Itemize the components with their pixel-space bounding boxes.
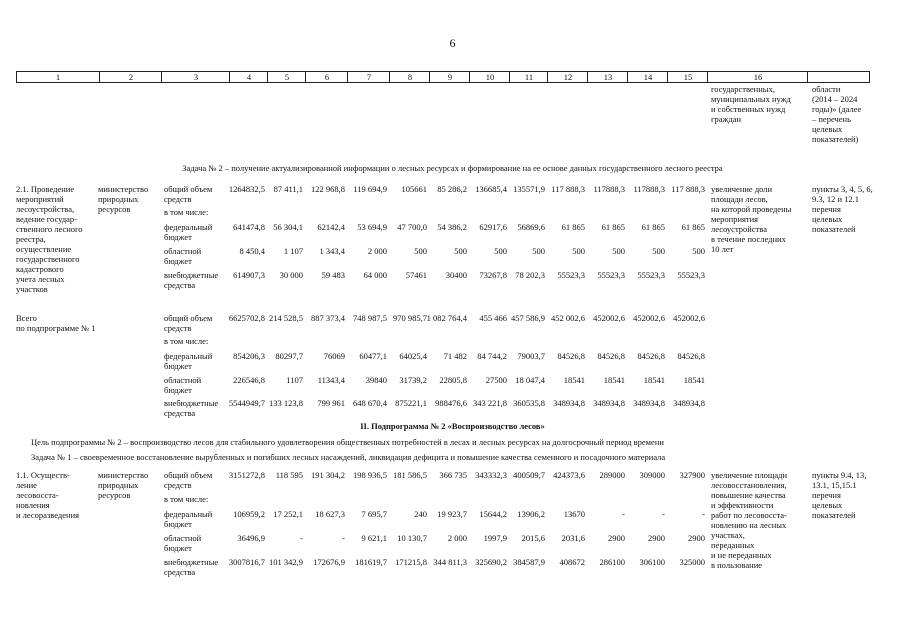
header-col-12: 12 — [547, 72, 588, 82]
funding-value: 500 — [494, 246, 507, 256]
funding-value: 2 000 — [447, 533, 467, 543]
funding-value: 500 — [572, 246, 585, 256]
funding-value: 101 342,9 — [269, 557, 303, 567]
funding-value: 73267,8 — [479, 270, 507, 280]
executor-text: министерство — [98, 184, 149, 194]
funding-value: 500 — [612, 246, 625, 256]
funding-label: общий объем — [164, 470, 213, 480]
funding-value: 343332,3 — [475, 470, 507, 480]
executor-text: природных — [98, 480, 139, 490]
funding-value: 62917,6 — [479, 222, 507, 232]
executor-text: ресурсов — [98, 490, 131, 500]
funding-value: 56 304,1 — [273, 222, 303, 232]
funding-label: средства — [164, 567, 196, 577]
funding-value: 13670 — [563, 509, 585, 519]
activity-name: участков — [16, 284, 48, 294]
funding-value: 360535,8 — [513, 398, 545, 408]
result-text: мероприятия — [711, 214, 759, 224]
funding-value: 106959,2 — [233, 509, 265, 519]
funding-value: 18541 — [563, 375, 585, 385]
continued-indicator-text: области — [812, 84, 841, 94]
result-text: и эффективности — [711, 500, 774, 510]
funding-value: 648 670,4 — [353, 398, 387, 408]
funding-value: 27500 — [485, 375, 507, 385]
funding-value: 39840 — [365, 375, 387, 385]
funding-value: 309000 — [639, 470, 665, 480]
funding-value: - — [300, 533, 303, 543]
result-text: увеличение площади — [711, 470, 788, 480]
funding-value: 1264832,5 — [228, 184, 265, 194]
funding-value: 306100 — [639, 557, 665, 567]
header-col-7: 7 — [347, 72, 390, 82]
funding-label: средств — [164, 323, 192, 333]
activity-name: учета лесных — [16, 274, 65, 284]
continued-result-text: и собственных нужд — [711, 104, 786, 114]
activity-name: кадастрового — [16, 264, 64, 274]
funding-value: 171215,8 — [395, 557, 427, 567]
funding-value: 18 627,3 — [315, 509, 345, 519]
funding-label: общий объем — [164, 184, 213, 194]
subprogram-title: II. Подпрограмма № 2 «Воспроизводство лесов» — [360, 421, 545, 431]
funding-label: средства — [164, 408, 196, 418]
funding-value: 226546,8 — [233, 375, 265, 385]
funding-value: 79003,7 — [517, 351, 545, 361]
continued-indicator-text: (2014 – 2024 — [812, 94, 858, 104]
funding-value: 325690,2 — [475, 557, 507, 567]
funding-value: 3151272,8 — [228, 470, 265, 480]
funding-value: 13906,2 — [517, 509, 545, 519]
funding-value: 87 411,1 — [273, 184, 303, 194]
funding-value: 641474,8 — [233, 222, 265, 232]
funding-value: 1 082 764,4 — [426, 313, 467, 323]
continued-indicator-text: показателей) — [812, 134, 859, 144]
funding-value: 18541 — [683, 375, 705, 385]
indicator-text: пункты 9.4, 13, — [812, 470, 867, 480]
funding-value: 62142,4 — [317, 222, 345, 232]
indicator-text: целевых — [812, 500, 843, 510]
activity-name: ведение государ- — [16, 214, 78, 224]
funding-value: 119 694,9 — [353, 184, 387, 194]
indicator-text: 9.3, 12 и 12.1 — [812, 194, 860, 204]
indicator-text: перечня — [812, 490, 841, 500]
result-text: участках, — [711, 530, 745, 540]
funding-value: 2900 — [648, 533, 665, 543]
funding-value: 8 450,4 — [239, 246, 265, 256]
activity-name: лесовосста- — [16, 490, 59, 500]
funding-value: 343 221,8 — [473, 398, 507, 408]
funding-label: бюджет — [164, 519, 192, 529]
funding-value: 30 000 — [279, 270, 303, 280]
funding-value: 84526,8 — [597, 351, 625, 361]
result-text: и не переданных — [711, 550, 772, 560]
header-col-9: 9 — [429, 72, 470, 82]
funding-value: 172676,9 — [313, 557, 345, 567]
task-title: Задача № 2 – получение актуализированной информации о лесных ресурсах и формирование на ее основе данных государственного лесного реестра — [182, 163, 723, 173]
funding-label: средств — [164, 480, 192, 490]
funding-value: 854206,3 — [233, 351, 265, 361]
funding-value: 181619,7 — [355, 557, 387, 567]
continued-indicator-text: – перечень — [812, 114, 851, 124]
funding-value: - — [702, 509, 705, 519]
funding-label: областной — [164, 375, 202, 385]
funding-value: 133 123,8 — [269, 398, 303, 408]
header-col-14: 14 — [627, 72, 668, 82]
funding-value: 348934,8 — [553, 398, 585, 408]
subprogram-goal: Цель подпрограммы № 2 – воспроизводство лесов для стабильного удовлетворения общественных потребностей в лесах и лесных ресурсах на долгосрочный период времени — [31, 437, 664, 447]
activity-name: по подпрограмме № 1 — [16, 323, 96, 333]
funding-value: 117 888,3 — [671, 184, 705, 194]
funding-value: 289000 — [599, 470, 625, 480]
funding-label: средства — [164, 280, 196, 290]
header-col-6: 6 — [305, 72, 348, 82]
funding-value: 2 000 — [367, 246, 387, 256]
result-text: новлению на лесных — [711, 520, 787, 530]
funding-value: 47 700,0 — [397, 222, 427, 232]
funding-value: 56869,6 — [517, 222, 545, 232]
funding-value: 60477,1 — [359, 351, 387, 361]
funding-label: федеральный — [164, 222, 213, 232]
funding-value: 31739,2 — [399, 375, 427, 385]
funding-value: 19 923,7 — [437, 509, 467, 519]
funding-value: 384587,9 — [513, 557, 545, 567]
result-text: лесовосстановления, — [711, 480, 787, 490]
funding-value: 6625702,8 — [228, 313, 265, 323]
result-text: увеличение доли — [711, 184, 773, 194]
funding-label: средств — [164, 194, 192, 204]
funding-value: 122 968,8 — [311, 184, 345, 194]
funding-value: 78 202,3 — [515, 270, 545, 280]
funding-value: 344 811,3 — [433, 557, 467, 567]
funding-value: 22805,8 — [439, 375, 467, 385]
funding-value: 181 586,5 — [393, 470, 427, 480]
funding-label: бюджет — [164, 543, 192, 553]
continued-indicator-text: целевых — [812, 124, 843, 134]
funding-value: 84526,8 — [557, 351, 585, 361]
funding-value: 748 987,5 — [353, 313, 387, 323]
funding-value: 424373,6 — [553, 470, 585, 480]
funding-value: 30400 — [445, 270, 467, 280]
funding-value: 84 744,2 — [477, 351, 507, 361]
funding-value: 366 735 — [439, 470, 467, 480]
indicator-text: 13.1, 15,15.1 — [812, 480, 857, 490]
header-col-1: 1 — [55, 72, 61, 82]
activity-name: государственного — [16, 254, 80, 264]
funding-value: 55523,3 — [557, 270, 585, 280]
funding-value: 887 373,4 — [311, 313, 345, 323]
funding-value: 118 595 — [275, 470, 303, 480]
funding-value: 64025,4 — [399, 351, 427, 361]
continued-result-text: государственных, — [711, 84, 775, 94]
funding-label: федеральный — [164, 509, 213, 519]
funding-value: 85 286,2 — [437, 184, 467, 194]
funding-label: общий объем — [164, 313, 213, 323]
funding-value: 240 — [414, 509, 427, 519]
funding-label: федеральный — [164, 351, 213, 361]
funding-value: 136685,4 — [475, 184, 507, 194]
funding-value: 325000 — [679, 557, 705, 567]
funding-label: бюджет — [164, 361, 192, 371]
funding-value: 18 047,4 — [515, 375, 545, 385]
funding-value: 452002,6 — [593, 313, 625, 323]
funding-value: 53 694,9 — [357, 222, 387, 232]
table-header — [16, 71, 870, 83]
funding-value: 348934,8 — [633, 398, 665, 408]
funding-value: 57461 — [405, 270, 427, 280]
funding-value: 1107 — [286, 375, 303, 385]
funding-value: 15644,2 — [479, 509, 507, 519]
funding-value: 1 343,4 — [319, 246, 345, 256]
funding-value: 191 304,2 — [311, 470, 345, 480]
header-col-8: 8 — [389, 72, 430, 82]
funding-value: 614907,3 — [233, 270, 265, 280]
funding-value: 286100 — [599, 557, 625, 567]
funding-value: 54 386,2 — [437, 222, 467, 232]
header-col-16: 16 — [707, 72, 808, 82]
funding-label: внебюджетные — [164, 270, 219, 280]
funding-value: 327900 — [679, 470, 705, 480]
result-text: работ по лесовосста- — [711, 510, 787, 520]
funding-value: 135571,9 — [513, 184, 545, 194]
funding-value: - — [342, 533, 345, 543]
activity-name: реестра, — [16, 234, 46, 244]
funding-value: 17 252,1 — [273, 509, 303, 519]
funding-value: 408672 — [559, 557, 585, 567]
activity-name: 1.1. Осуществ- — [16, 470, 70, 480]
result-text: площади лесов, — [711, 194, 768, 204]
activity-name: и лесоразведения — [16, 510, 80, 520]
funding-value: 452002,6 — [633, 313, 665, 323]
header-col-13: 13 — [587, 72, 628, 82]
funding-value: 452002,6 — [673, 313, 705, 323]
funding-value: 59 483 — [321, 270, 345, 280]
activity-name: 2.1. Проведение — [16, 184, 75, 194]
funding-value: 2031,6 — [561, 533, 585, 543]
funding-value: 5544949,7 — [228, 398, 265, 408]
funding-value: 105661 — [401, 184, 427, 194]
funding-value: 1 107 — [283, 246, 303, 256]
indicator-text: перечня — [812, 204, 841, 214]
task-title: Задача № 1 – своевременное восстановление вырубленных и погибших лесных насаждений, ликвидация дефицита и повышение качества семенного и посадочного материала — [31, 452, 666, 462]
funding-value: 348934,8 — [593, 398, 625, 408]
activity-name: Всего — [16, 313, 37, 323]
funding-value: 7 695,7 — [361, 509, 387, 519]
funding-label: бюджет — [164, 232, 192, 242]
funding-value: 500 — [652, 246, 665, 256]
funding-value: 970 985,7 — [393, 313, 427, 323]
page-number: 6 — [449, 36, 456, 50]
continued-result-text: граждан — [711, 114, 742, 124]
funding-value: 84526,8 — [637, 351, 665, 361]
indicator-text: показателей — [812, 224, 856, 234]
indicator-text: показателей — [812, 510, 856, 520]
funding-label: в том числе: — [164, 207, 209, 217]
continued-result-text: муниципальных нужд — [711, 94, 791, 104]
executor-text: министерство — [98, 470, 149, 480]
header-col-10: 10 — [469, 72, 510, 82]
funding-value: 452 002,6 — [551, 313, 585, 323]
activity-name: ление — [16, 480, 37, 490]
funding-value: 18541 — [603, 375, 625, 385]
funding-value: 9 621,1 — [361, 533, 387, 543]
funding-value: 1997,9 — [483, 533, 507, 543]
funding-value: 61 865 — [561, 222, 585, 232]
funding-value: 457 586,9 — [511, 313, 545, 323]
funding-value: 117888,3 — [593, 184, 625, 194]
funding-value: 2900 — [688, 533, 705, 543]
funding-value: 500 — [454, 246, 467, 256]
funding-value: 18541 — [643, 375, 665, 385]
funding-value: 71 482 — [443, 351, 467, 361]
funding-value: 61 865 — [681, 222, 705, 232]
funding-value: 10 130,7 — [397, 533, 427, 543]
funding-value: 799 961 — [317, 398, 345, 408]
funding-value: 875221,1 — [395, 398, 427, 408]
funding-value: 2900 — [608, 533, 625, 543]
funding-value: 214 528,5 — [269, 313, 303, 323]
activity-name: осуществление — [16, 244, 72, 254]
funding-value: 61 865 — [641, 222, 665, 232]
funding-value: 36496,9 — [237, 533, 265, 543]
funding-value: 500 — [692, 246, 705, 256]
funding-label: в том числе: — [164, 336, 209, 346]
funding-label: бюджет — [164, 256, 192, 266]
result-text: в пользование — [711, 560, 763, 570]
activity-name: ственного лесного — [16, 224, 83, 234]
funding-value: 3007816,7 — [228, 557, 265, 567]
funding-value: 500 — [414, 246, 427, 256]
funding-value: 76069 — [323, 351, 345, 361]
funding-value: 198 936,5 — [353, 470, 387, 480]
header-col-17 — [807, 72, 870, 82]
funding-label: внебюджетные — [164, 557, 219, 567]
header-col-5: 5 — [267, 72, 306, 82]
header-col-4: 4 — [229, 72, 268, 82]
result-text: лесоустройства — [711, 224, 767, 234]
funding-value: 55523,3 — [677, 270, 705, 280]
funding-value: 2015,6 — [521, 533, 545, 543]
funding-label: внебюджетные — [164, 398, 219, 408]
funding-value: 61 865 — [601, 222, 625, 232]
result-text: повышение качества — [711, 490, 786, 500]
activity-name: новления — [16, 500, 50, 510]
header-col-15: 15 — [667, 72, 708, 82]
executor-text: ресурсов — [98, 204, 131, 214]
header-col-2: 2 — [99, 72, 162, 82]
funding-label: областной — [164, 533, 202, 543]
funding-value: 84526,8 — [677, 351, 705, 361]
funding-value: 500 — [532, 246, 545, 256]
funding-value: 55523,3 — [597, 270, 625, 280]
funding-value: 55523,3 — [637, 270, 665, 280]
funding-value: 400509,7 — [513, 470, 545, 480]
executor-text: природных — [98, 194, 139, 204]
header-col-3: 3 — [161, 72, 230, 82]
indicator-text: пункты 3, 4, 5, 6, — [812, 184, 873, 194]
funding-value: 11343,4 — [317, 375, 345, 385]
funding-value: 455 466 — [479, 313, 507, 323]
result-text: на которой проведены — [711, 204, 792, 214]
indicator-text: целевых — [812, 214, 843, 224]
funding-value: - — [622, 509, 625, 519]
activity-name: мероприятий — [16, 194, 64, 204]
funding-value: 117 888,3 — [551, 184, 585, 194]
funding-value: 348934,8 — [673, 398, 705, 408]
funding-value: 988476,6 — [435, 398, 467, 408]
funding-value: - — [662, 509, 665, 519]
result-text: 10 лет — [711, 244, 734, 254]
funding-label: областной — [164, 246, 202, 256]
funding-label: бюджет — [164, 385, 192, 395]
funding-value: 80297,7 — [275, 351, 303, 361]
header-col-11: 11 — [509, 72, 548, 82]
funding-value: 117888,3 — [633, 184, 665, 194]
result-text: в течение последних — [711, 234, 786, 244]
continued-indicator-text: годы)» (далее — [812, 104, 862, 114]
activity-name: лесоустройства, — [16, 204, 75, 214]
funding-label: в том числе: — [164, 494, 209, 504]
result-text: переданных — [711, 540, 755, 550]
funding-value: 64 000 — [363, 270, 387, 280]
